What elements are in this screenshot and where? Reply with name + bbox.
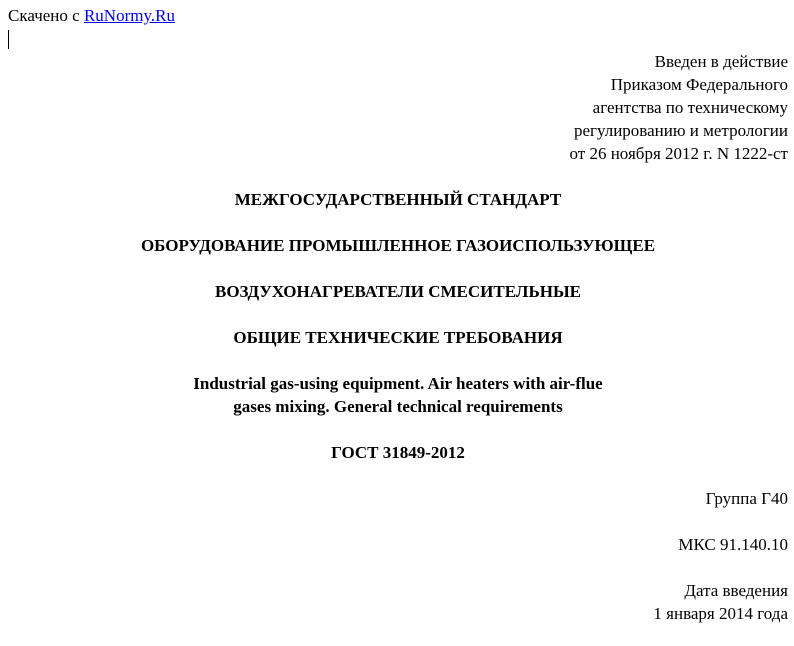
- source-line: [8, 6, 175, 26]
- english-title-line: Industrial gas-using equipment. Air heaters with air-flue: [193, 374, 603, 393]
- english-title: [0, 372, 794, 418]
- mks-code: МКС 91.140.10: [678, 535, 788, 554]
- text-cursor: [8, 30, 9, 49]
- enactment-line: агентства по техническому: [592, 98, 788, 117]
- source-prefix: Скачено с: [8, 6, 84, 25]
- enactment-line: Введен в действие: [654, 52, 788, 71]
- enactment-line: Приказом Федерального: [610, 75, 788, 94]
- english-title-line: gases mixing. General technical requirements: [233, 397, 563, 416]
- enactment-line: регулированию и метрологии: [573, 121, 788, 140]
- source-link[interactable]: RuNormy.Ru: [83, 6, 175, 25]
- group-label: Группа Г40: [705, 489, 788, 508]
- introduction-date: 1 января 2014 года: [653, 604, 788, 623]
- subject-heading: ВОЗДУХОНАГРЕВАТЕЛИ СМЕСИТЕЛЬНЫЕ: [215, 282, 581, 301]
- introduction-label: Дата введения: [684, 581, 788, 600]
- enactment-block: [570, 50, 789, 165]
- gost-number: ГОСТ 31849-2012: [331, 443, 465, 462]
- introduction-block: [653, 579, 788, 625]
- requirements-heading: ОБЩИЕ ТЕХНИЧЕСКИЕ ТРЕБОВАНИЯ: [233, 328, 563, 347]
- standard-type-heading: МЕЖГОСУДАРСТВЕННЫЙ СТАНДАРТ: [234, 190, 562, 209]
- equipment-heading: ОБОРУДОВАНИЕ ПРОМЫШЛЕННОЕ ГАЗОИСПОЛЬЗУЮЩЕЕ: [140, 236, 656, 255]
- enactment-line: от 26 ноября 2012 г. N 1222-ст: [569, 144, 788, 163]
